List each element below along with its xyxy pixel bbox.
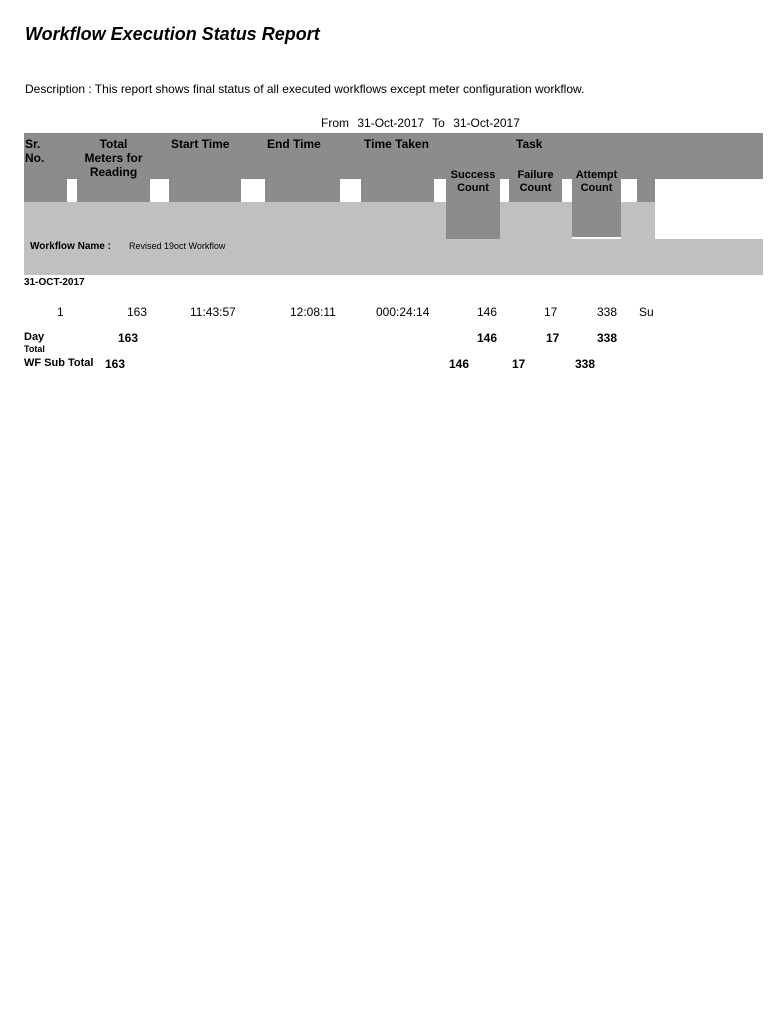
header-cell-time-taken	[361, 179, 434, 202]
row-start-time: 11:43:57	[190, 305, 236, 319]
header-total-meters: Total Meters for Reading	[84, 137, 143, 179]
header-gap	[241, 179, 265, 202]
header-gap	[621, 179, 637, 202]
header-cell-status	[637, 179, 655, 202]
workflow-band	[621, 202, 655, 239]
row-status: Su	[639, 305, 654, 319]
wf-sub-total-success: 146	[449, 357, 470, 371]
workflow-band	[500, 202, 572, 239]
day-total-label: Day Total	[24, 331, 45, 354]
row-success: 146	[477, 305, 498, 319]
report-description: Description : This report shows final status of all executed workflows except meter configuration workflow.	[25, 82, 585, 96]
header-gap	[434, 179, 446, 202]
header-cell-meters	[77, 179, 150, 202]
workflow-name-label: Workflow Name :	[30, 241, 111, 252]
range-to-date: 31-Oct-2017	[453, 116, 520, 130]
date-range	[321, 116, 525, 130]
header-cell-start	[169, 179, 241, 202]
row-end-time: 12:08:11	[290, 305, 336, 319]
wf-sub-total-failure: 17	[512, 357, 526, 371]
day-total-meters: 163	[118, 331, 139, 345]
header-gap	[150, 179, 169, 202]
header-gap	[562, 179, 572, 202]
row-total-meters: 163	[127, 305, 148, 319]
wf-sub-total-meters: 163	[105, 357, 126, 371]
header-sr-no: Sr. No.	[25, 137, 45, 165]
header-gap	[67, 179, 77, 202]
range-to-label: To	[432, 116, 445, 130]
header-gap	[500, 179, 509, 202]
row-time-taken: 000:24:14	[376, 305, 430, 319]
report-title: Workflow Execution Status Report	[25, 24, 320, 44]
header-failure-count: Failure Count	[517, 169, 554, 194]
range-from-label: From	[321, 116, 349, 130]
row-failure: 17	[544, 305, 558, 319]
header-attempt-count: Attempt Count	[575, 169, 618, 194]
header-gap	[340, 179, 361, 202]
day-total-success: 146	[477, 331, 498, 345]
wf-sub-total-label: WF Sub Total	[24, 357, 94, 369]
range-from-date: 31-Oct-2017	[357, 116, 425, 130]
header-task: Task	[516, 137, 543, 151]
day-total-attempt: 338	[597, 331, 618, 345]
header-time-taken: Time Taken	[364, 137, 429, 151]
date-group-label: 31-OCT-2017	[24, 277, 85, 288]
day-total-failure: 17	[546, 331, 560, 345]
header-start-time: Start Time	[171, 137, 230, 151]
wf-sub-total-attempt: 338	[575, 357, 596, 371]
row-attempt: 338	[597, 305, 618, 319]
row-sr-no: 1	[57, 305, 64, 319]
header-cell-srno	[24, 179, 67, 202]
workflow-band	[24, 202, 446, 239]
header-end-time: End Time	[267, 137, 321, 151]
workflow-name-value: Revised 19oct Workflow	[129, 241, 226, 251]
header-cell-end	[265, 179, 340, 202]
header-success-count: Success Count	[450, 169, 496, 194]
